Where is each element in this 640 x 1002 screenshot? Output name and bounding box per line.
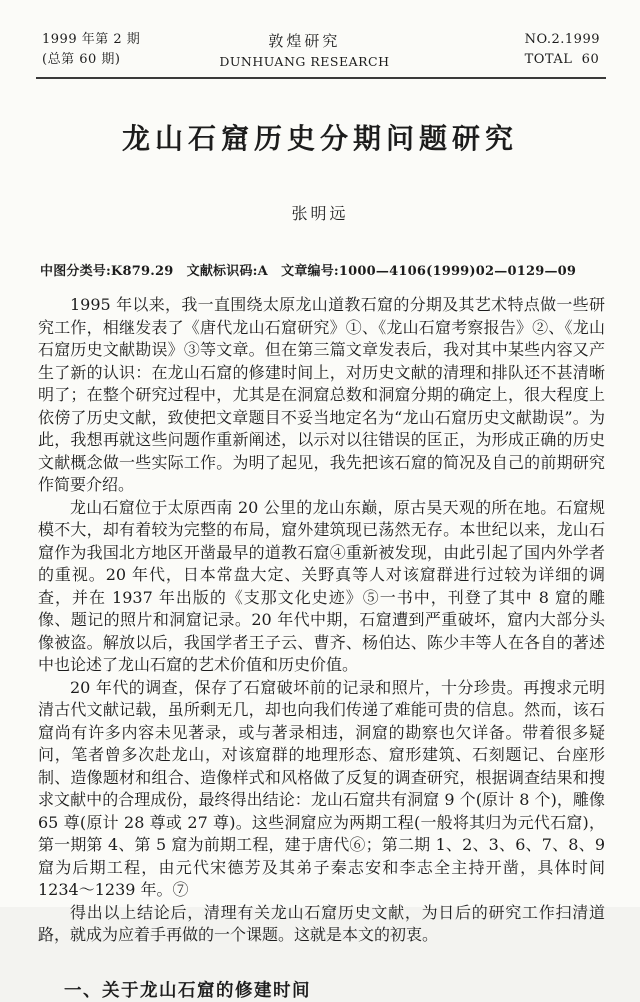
- header-rule: [36, 77, 606, 79]
- journal-name-en: DUNHUANG RESEARCH: [219, 54, 390, 69]
- journal-header: [0, 0, 640, 70]
- journal-title-block: [219, 30, 389, 69]
- article-body: [38, 294, 605, 947]
- issue-total-cn: (总第 60 期): [42, 52, 121, 68]
- issue-number-en: NO.2.1999: [524, 32, 600, 47]
- issue-total-en: TOTAL 60: [524, 52, 600, 68]
- paragraph-2: 龙山石窟位于太原西南 20 公里的龙山东巅，原古昊天观的所在地。石窟规模不大，却有着较为完整的布局，窟外建筑现已荡然无存。本世纪以来，龙山石窟作为我国北方地区开凿最早的道教石窟④重新被发现，由此引起了国内外学者的重视。20 年代，日本常盘大定、关野真等人对该窟群进行过较为详细的调查，并在 1937 年出版的《支那文化史迹》⑤一书中，刊登了其中 8 窟的雕像、题记的照片和洞窟记录。20 年代中期，石窟遭到严重破坏，窟内大部分头像被盗。解放以后，我国学者王子云、曹齐、杨伯达、陈少丰等人在各自的著述中也论述了龙山石窟的艺术价值和历史价值。: [38, 497, 605, 675]
- article-title: 龙山石窟历史分期问题研究: [121, 122, 518, 156]
- journal-name-cn: 敦煌研究: [268, 32, 341, 50]
- author-name: 张明远: [291, 204, 349, 224]
- classification-line: 中图分类号:K879.29 文献标识码:A 文章编号:1000—4106(1999)02—0129—09: [40, 264, 577, 280]
- section-1-heading: 一、关于龙山石窟的修建时间: [64, 980, 311, 1001]
- issue-info-cn: [42, 30, 140, 70]
- issue-info-en: [525, 30, 600, 70]
- paragraph-3: 20 年代的调查，保存了石窟破坏前的记录和照片，十分珍贵。再搜求元明清古代文献记载，虽所剩无几，却也向我们传递了难能可贵的信息。然而，该石窟尚有许多内容未见著录，或与著录相违，洞窟的勘察也欠详备。带着很多疑问，笔者曾多次赴龙山，对该窟群的地理形态、窟形建筑、石刻题记、台座形制、造像题材和组合、造像样式和风格做了反复的调查研究，根据调查结果和搜求文献中的合理成份，最终得出结论：龙山石窟共有洞窟 9 个(原计 8 个)，雕像 65 尊(原计 28 尊或 27 尊)。这些洞窟应为两期工程(一般将其归为元代石窟)，第一期第 4、第 5 窟为前期工程，建于唐代⑥；第二期 1、2、3、6、7、8、9 窟为后期工程，由元代宋德芳及其弟子秦志安和李志全主持开凿，具体时间 1234～1239 年。⑦: [38, 677, 605, 900]
- issue-number-cn: 1999 年第 2 期: [42, 32, 141, 47]
- paragraph-4: 得出以上结论后，清理有关龙山石窟历史文献，为日后的研究工作扫清道路，就成为应着手再做的一个课题。这就是本文的初衷。: [38, 902, 605, 945]
- paragraph-1: 1995 年以来，我一直围绕太原龙山道教石窟的分期及其艺术特点做一些研究工作，相继发表了《唐代龙山石窟研究》①、《龙山石窟考察报告》②、《龙山石窟历史文献勘误》③等文章。但在第三篇文章发表后，我对其中某些内容又产生了新的认识：在龙山石窟的修建时间上，对历史文献的清理和排队还不甚清晰明了；在整个研究过程中，尤其是在洞窟总数和洞窟分期的确定上，很大程度上依傍了历史文献，致使把文章题目不妥当地定名为“龙山石窟历史文献勘误”。为此，我想再就这些问题作重新阐述，以示对以往错误的匡正，为形成正确的历史文献概念做一些实际工作。为明了起见，我先把该石窟的简况及自己的前期研究作简要介绍。: [38, 295, 605, 495]
